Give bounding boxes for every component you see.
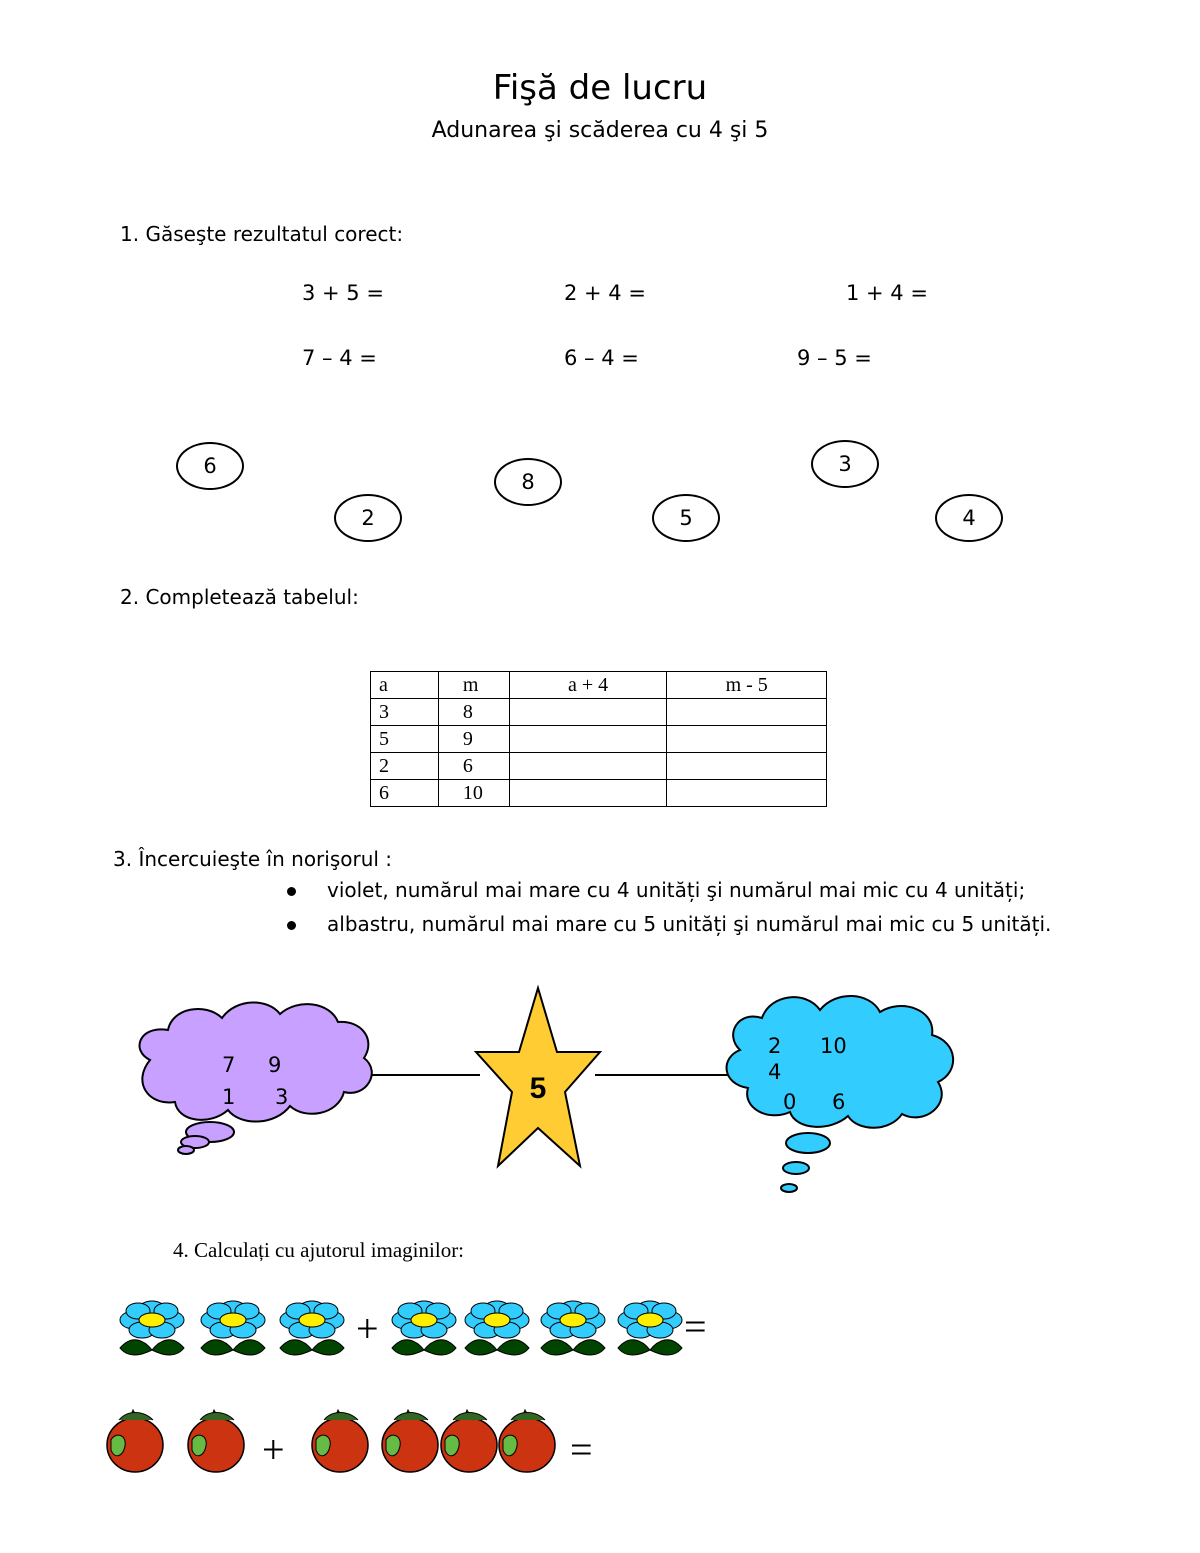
- apple-icon: [312, 1410, 368, 1472]
- answer-bubble-value: 6: [203, 454, 217, 478]
- answer-cell[interactable]: [509, 699, 667, 726]
- flower-icon: [465, 1301, 529, 1355]
- instruction-list: [287, 878, 1051, 946]
- flower-group-left: [120, 1301, 344, 1355]
- column-header: m - 5: [667, 672, 827, 699]
- answer-bubble[interactable]: [176, 442, 244, 490]
- list-item: [287, 912, 1051, 946]
- exercise-3-heading: 3. Încercuieşte în norişorul :: [113, 847, 393, 871]
- answer-cell[interactable]: [509, 780, 667, 807]
- flower-icon: [541, 1301, 605, 1355]
- flower-icon: [392, 1301, 456, 1355]
- cloud-puff: [786, 1133, 830, 1153]
- apple-icon: [188, 1410, 244, 1472]
- equation: 7 – 4 =: [302, 346, 377, 370]
- table-row: [371, 699, 827, 726]
- answer-bubble-value: 3: [838, 452, 852, 476]
- answer-bubble-value: 2: [361, 506, 375, 530]
- answer-cell[interactable]: [667, 726, 827, 753]
- equation: 6 – 4 =: [564, 346, 639, 370]
- table-row: [371, 780, 827, 807]
- table-cell: 2: [371, 753, 439, 780]
- column-header: a + 4: [509, 672, 667, 699]
- column-header: a: [371, 672, 439, 699]
- exercise-1-heading: 1. Găseşte rezultatul corect:: [120, 222, 404, 246]
- exercise-4-heading: 4. Calculați cu ajutorul imaginilor:: [173, 1238, 465, 1262]
- list-item-text: albastru, numărul mai mare cu 5 unități şi numărul mai mic cu 5 unități.: [327, 912, 1052, 936]
- equals-sign: =: [684, 1304, 707, 1349]
- flower-icon: [280, 1301, 344, 1355]
- violet-cloud-shape: [140, 1002, 372, 1121]
- violet-cloud-number[interactable]: 7: [222, 1053, 236, 1077]
- answer-cell[interactable]: [509, 753, 667, 780]
- answer-bubble[interactable]: [811, 440, 879, 488]
- bullet-icon: [287, 921, 296, 930]
- cloud-puff: [781, 1184, 797, 1192]
- exercise-2-heading: 2. Completează tabelul:: [120, 585, 359, 609]
- answer-bubble-value: 5: [679, 506, 693, 530]
- table-header-row: [371, 672, 827, 699]
- list-item: [287, 878, 1051, 912]
- page-subtitle: Adunarea şi scăderea cu 4 şi 5: [431, 118, 769, 143]
- bullet-icon: [287, 887, 296, 896]
- table-cell: 9: [438, 726, 509, 753]
- apple-icon: [441, 1410, 497, 1472]
- blue-cloud-number[interactable]: 10: [820, 1034, 847, 1058]
- addition-table: [370, 671, 827, 807]
- table-cell: 3: [371, 699, 439, 726]
- table-cell: 6: [438, 753, 509, 780]
- cloud-puff: [178, 1146, 194, 1154]
- apple-group-right: [312, 1410, 555, 1472]
- answer-bubble[interactable]: [652, 494, 720, 542]
- answer-cell[interactable]: [667, 699, 827, 726]
- flower-icon: [120, 1301, 184, 1355]
- star-number: 5: [529, 1072, 547, 1105]
- apple-icon: [107, 1410, 163, 1472]
- equation: 9 – 5 =: [797, 346, 872, 370]
- equation: 2 + 4 =: [564, 281, 646, 305]
- equals-sign: =: [570, 1427, 593, 1472]
- table-cell: 8: [438, 699, 509, 726]
- answer-bubble-value: 4: [962, 506, 976, 530]
- equation: 1 + 4 =: [846, 281, 928, 305]
- blue-cloud-number[interactable]: 0: [783, 1090, 797, 1114]
- answer-bubble[interactable]: [494, 458, 562, 506]
- table-row: [371, 726, 827, 753]
- answer-cell[interactable]: [667, 780, 827, 807]
- answer-bubble[interactable]: [334, 494, 402, 542]
- answer-cell[interactable]: [667, 753, 827, 780]
- column-header: m: [438, 672, 509, 699]
- table-cell: 10: [438, 780, 509, 807]
- apple-icon: [382, 1410, 438, 1472]
- blue-cloud-number[interactable]: 4: [768, 1060, 782, 1084]
- plus-sign: +: [262, 1427, 285, 1472]
- blue-cloud-number[interactable]: 6: [832, 1090, 846, 1114]
- table-cell: 6: [371, 780, 439, 807]
- blue-cloud-number[interactable]: 2: [768, 1034, 782, 1058]
- answer-bubble-value: 8: [521, 470, 535, 494]
- cloud-puff: [783, 1162, 809, 1174]
- page-title: Fişă de lucru: [492, 68, 708, 108]
- answer-cell[interactable]: [509, 726, 667, 753]
- apple-group-left: [107, 1410, 244, 1472]
- violet-cloud[interactable]: [140, 1002, 372, 1154]
- table-row: [371, 753, 827, 780]
- table-cell: 5: [371, 726, 439, 753]
- flower-icon: [201, 1301, 265, 1355]
- violet-cloud-number[interactable]: 1: [222, 1085, 236, 1109]
- cloud-star-diagram: [0, 980, 1200, 1200]
- answer-bubble[interactable]: [935, 494, 1003, 542]
- flower-group-right: [392, 1301, 682, 1355]
- equation: 3 + 5 =: [302, 281, 384, 305]
- plus-sign: +: [356, 1306, 379, 1351]
- flower-icon: [618, 1301, 682, 1355]
- violet-cloud-number[interactable]: 9: [268, 1053, 282, 1077]
- picture-sums: [0, 1280, 1200, 1510]
- list-item-text: violet, numărul mai mare cu 4 unități şi numărul mai mic cu 4 unități;: [327, 878, 1026, 902]
- violet-cloud-number[interactable]: 3: [275, 1085, 289, 1109]
- apple-icon: [499, 1410, 555, 1472]
